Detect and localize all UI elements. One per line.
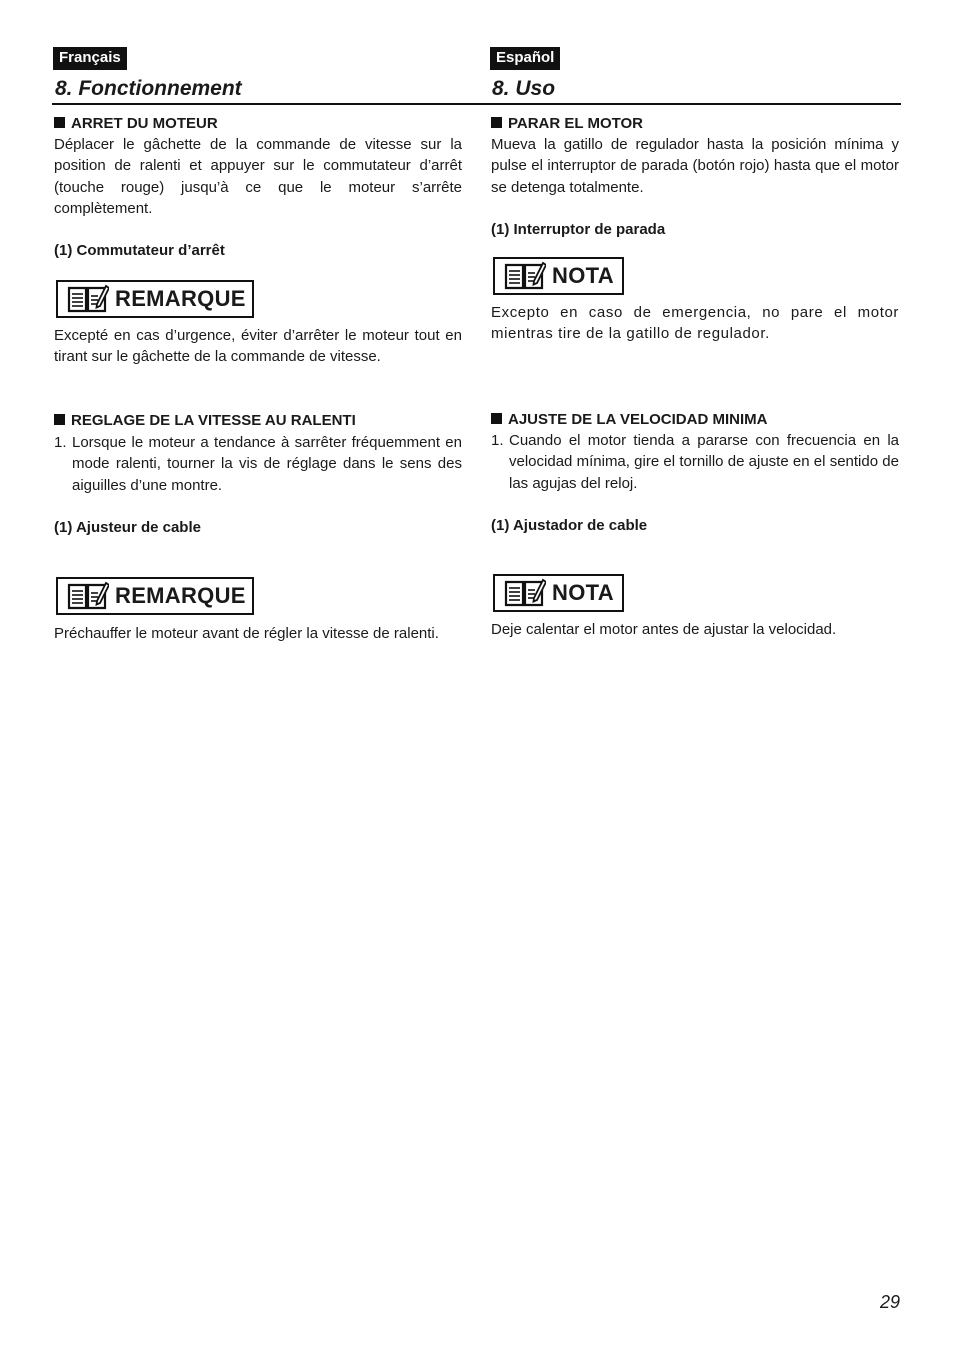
section-heading: PARAR EL MOTOR — [491, 113, 899, 134]
book-pencil-icon — [504, 578, 546, 608]
paragraph: Mueva la gatillo de regulador hasta la posición mínima y pulse el interruptor de parada (botón rojo) hasta que el motor se detenga totalmente. — [491, 136, 899, 196]
note-label: NOTA — [552, 263, 614, 288]
note-text: Excepto en caso de emergencia, no pare el motor mientras tire de la gatillo de regulador. — [491, 304, 899, 343]
figure-reference: (1) Ajusteur de cable — [54, 519, 201, 536]
square-bullet-icon — [491, 117, 502, 128]
note-box — [493, 574, 624, 612]
list-text: Cuando el motor tienda a pararse con frecuencia en la velocidad mínima, gire el tornillo de ajuste en el sentido de las agujas del reloj. — [509, 432, 899, 492]
square-bullet-icon — [54, 414, 65, 425]
note-label: NOTA — [552, 580, 614, 605]
header-rule — [52, 103, 901, 105]
list-text: Lorsque le moteur a tendance à sarrêter fréquemment en mode ralenti, tourner la vis de réglage dans le sens des aiguilles d’une montre. — [72, 434, 462, 494]
section-title: 8. Uso — [492, 77, 556, 100]
page-number: 29 — [879, 1292, 900, 1312]
book-pencil-icon — [67, 581, 109, 611]
list-item — [491, 430, 899, 494]
note-box — [56, 577, 254, 615]
language-tag: Français — [53, 47, 127, 70]
note-text: Excepté en cas d’urgence, éviter d’arrêter le moteur tout en tirant sur le gâchette de la commande de vitesse. — [54, 327, 462, 366]
square-bullet-icon — [54, 117, 65, 128]
note-box — [56, 280, 254, 318]
note-label: REMARQUE — [115, 286, 246, 311]
list-item — [54, 432, 462, 496]
section-heading: ARRET DU MOTEUR — [54, 113, 462, 134]
section-heading: REGLAGE DE LA VITESSE AU RALENTI — [54, 410, 462, 431]
paragraph: Déplacer le gâchette de la commande de vitesse sur la position de ralenti et appuyer sur le commutateur d’arrêt (touche rouge) jusqu’à ce que le moteur s’arrête complètement. — [54, 136, 462, 217]
figure-reference: (1) Commutateur d’arrêt — [54, 242, 225, 259]
section-title: 8. Fonctionnement — [55, 77, 242, 100]
list-number: 1. — [54, 434, 67, 451]
note-box — [493, 257, 624, 295]
note-text: Deje calentar el motor antes de ajustar la velocidad. — [491, 621, 837, 638]
list-number: 1. — [491, 432, 504, 449]
figure-reference: (1) Interruptor de parada — [491, 221, 666, 238]
book-pencil-icon — [504, 261, 546, 291]
language-tag: Español — [490, 47, 560, 70]
figure-reference: (1) Ajustador de cable — [491, 517, 648, 534]
note-text: Préchauffer le moteur avant de régler la vitesse de ralenti. — [54, 625, 439, 642]
section-heading: AJUSTE DE LA VELOCIDAD MINIMA — [491, 409, 899, 430]
square-bullet-icon — [491, 413, 502, 424]
book-pencil-icon — [67, 284, 109, 314]
note-label: REMARQUE — [115, 583, 246, 608]
